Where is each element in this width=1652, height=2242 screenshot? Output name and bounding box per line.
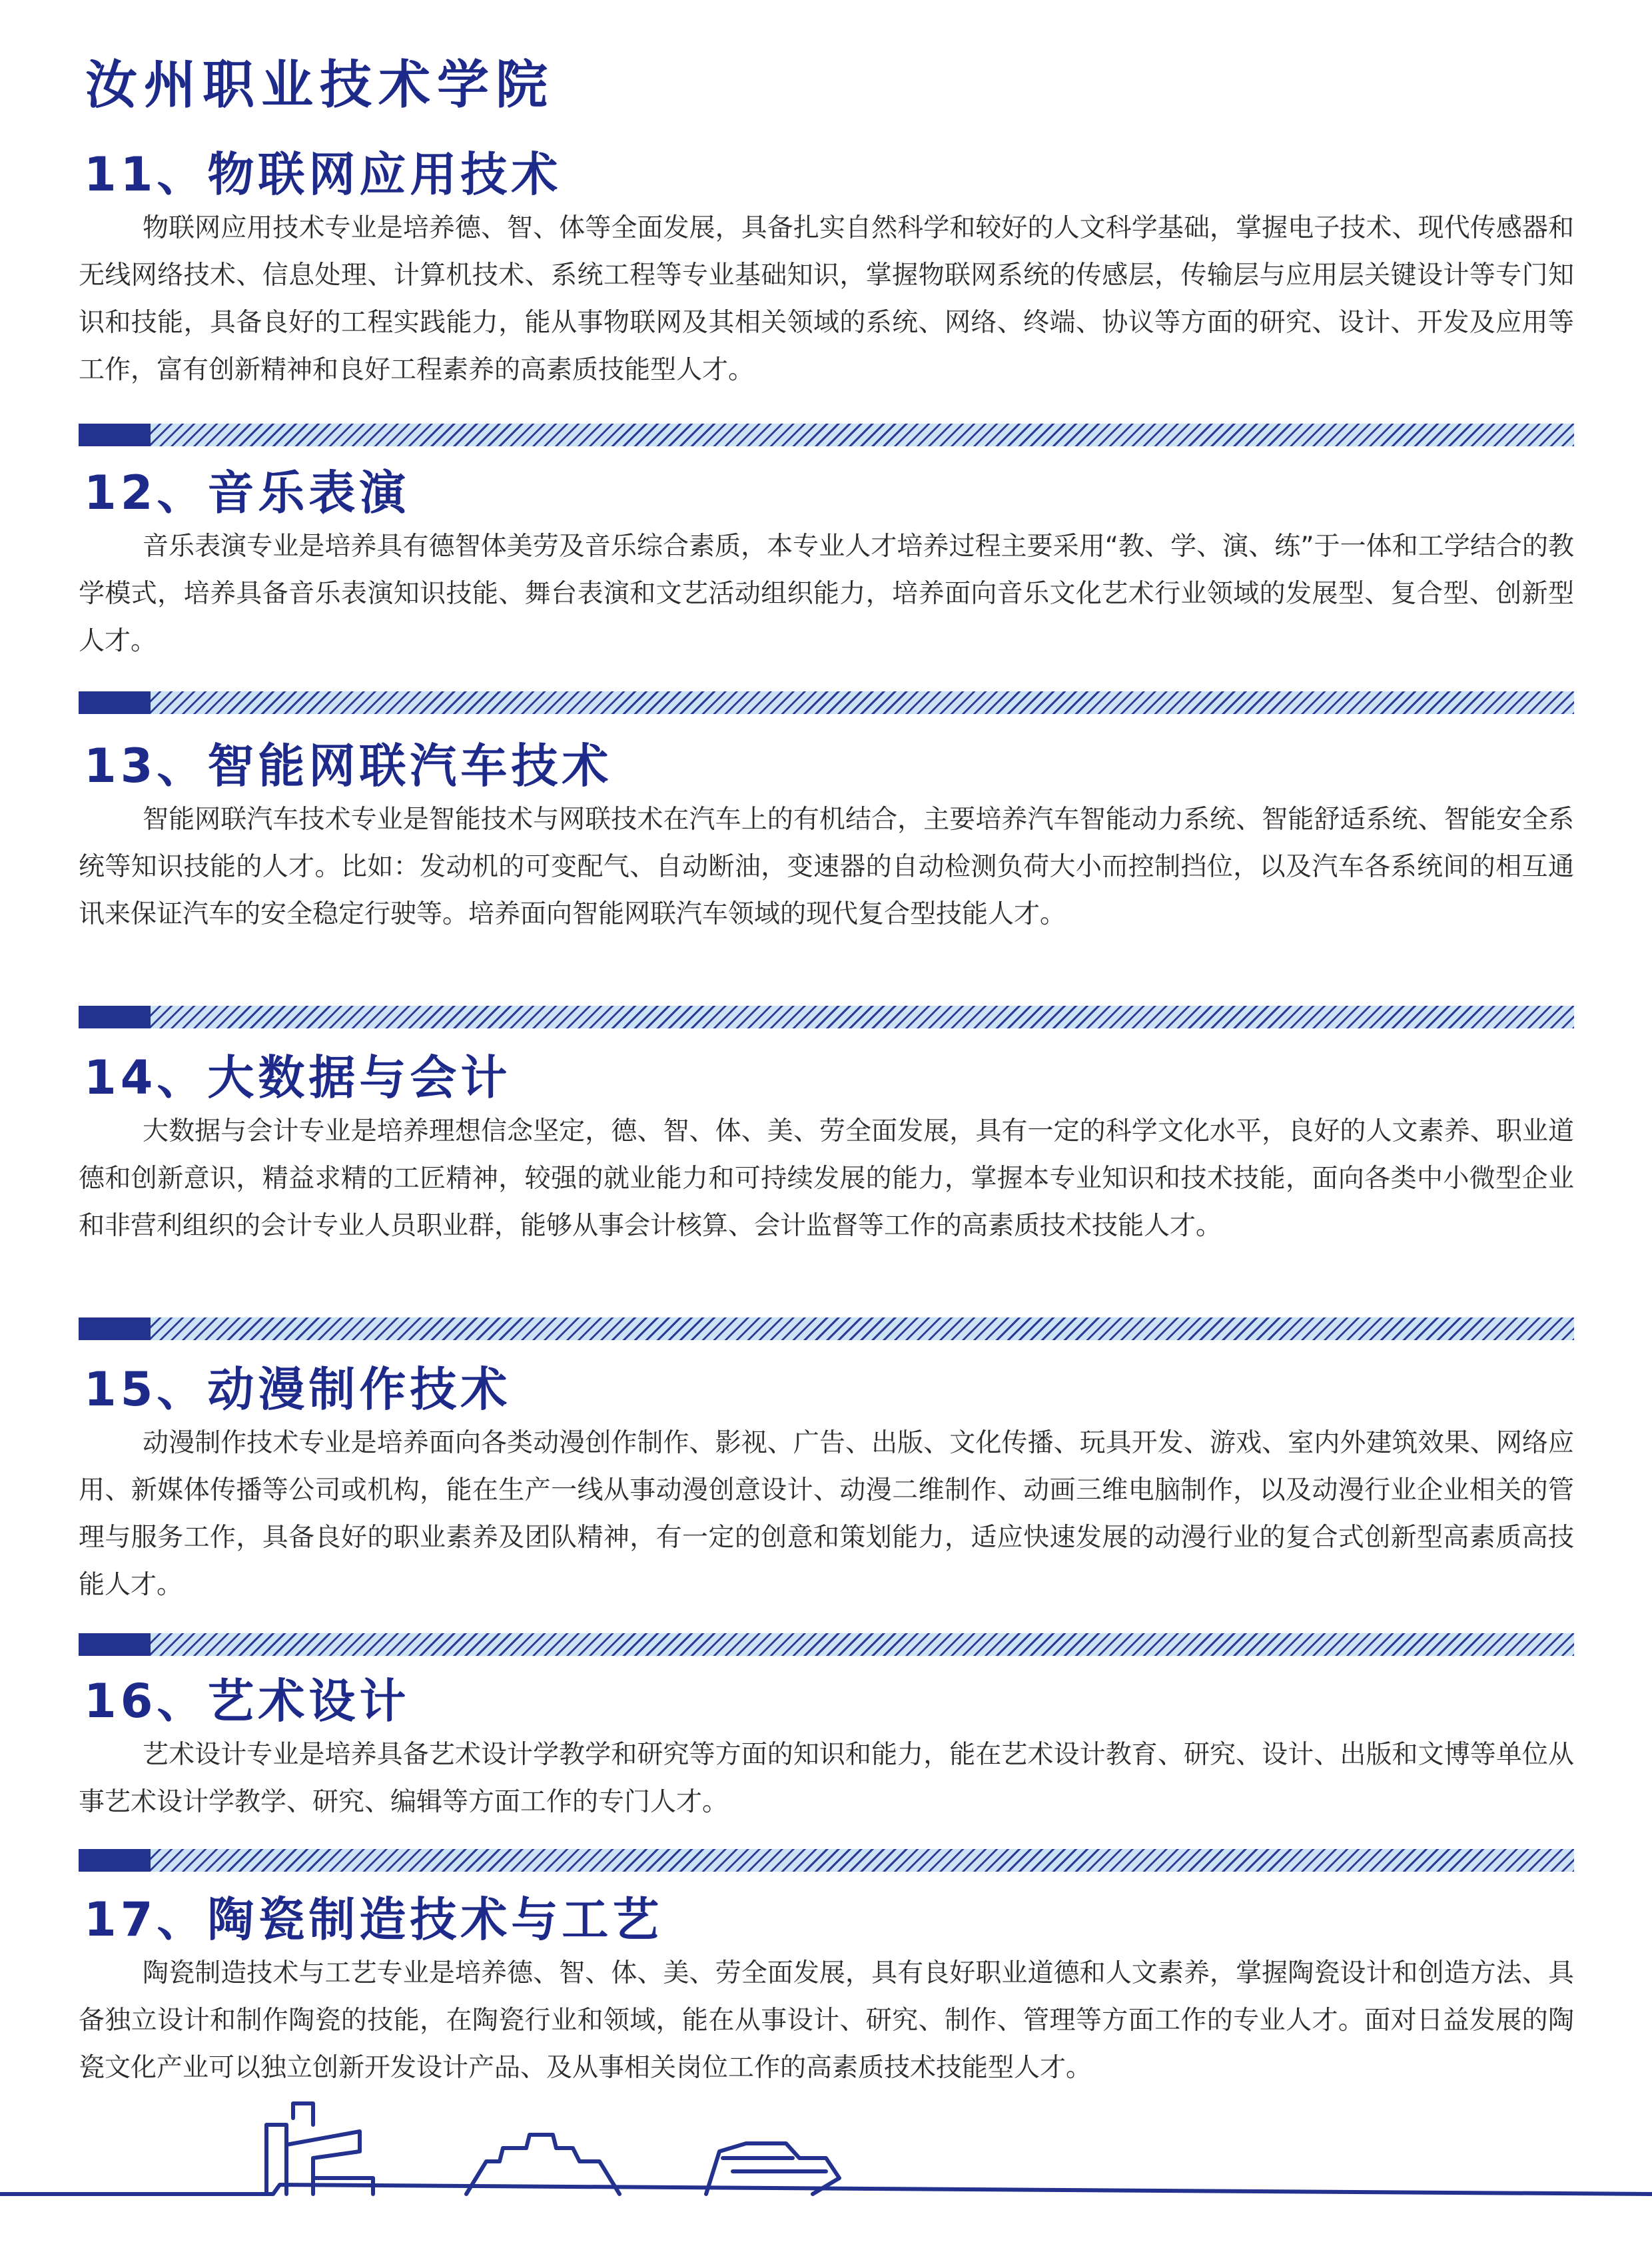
- section-body: 物联网应用技术专业是培养德、智、体等全面发展，具备扎实自然科学和较好的人文科学基础，掌握电子技术、现代传感器和无线网络技术、信息处理、计算机技术、系统工程等专业基础知识，掌握物联网系统的传感层，传输层与应用层关键设计等专门知识和技能，具备良好的工程实践能力，能从事物联网及其相关领域的系统、网络、终端、协议等方面的研究、设计、开发及应用等工作，富有创新精神和良好工程素养的高素质技能型人才。: [79, 212, 1574, 385]
- section-12: [79, 466, 1574, 665]
- divider-solid-block: [79, 1633, 151, 1656]
- divider-solid-block: [79, 424, 151, 446]
- section-divider: [79, 691, 1574, 714]
- section-body: 艺术设计专业是培养具备艺术设计学教学和研究等方面的知识和能力，能在艺术设计教育、研究、设计、出版和文博等单位从事艺术设计学教学、研究、编辑等方面工作的专门人才。: [79, 1739, 1574, 1817]
- section-17: [79, 1893, 1574, 2091]
- section-divider: [79, 1849, 1574, 1872]
- footer-skyline-illustration: [0, 2085, 1652, 2242]
- divider-stripes: [151, 424, 1574, 446]
- divider-stripes: [151, 1633, 1574, 1656]
- section-16: [79, 1675, 1574, 1826]
- section-title: 15、动漫制作技术: [84, 1362, 512, 1417]
- divider-stripes: [151, 1006, 1574, 1028]
- section-body: 音乐表演专业是培养具有德智体美劳及音乐综合素质，本专业人才培养过程主要采用“教、学、演、练”于一体和工学结合的教学模式，培养具备音乐表演知识技能、舞台表演和文艺活动组织能力，培养面向音乐文化艺术行业领域的发展型、复合型、创新型人才。: [79, 531, 1574, 656]
- section-title: 17、陶瓷制造技术与工艺: [84, 1892, 663, 1947]
- divider-solid-block: [79, 1849, 151, 1872]
- divider-stripes: [151, 1317, 1574, 1340]
- divider-solid-block: [79, 1006, 151, 1028]
- section-11: [79, 148, 1574, 394]
- section-divider: [79, 424, 1574, 446]
- section-13: [79, 739, 1574, 938]
- divider-solid-block: [79, 691, 151, 714]
- section-title: 12、音乐表演: [84, 466, 410, 520]
- divider-stripes: [151, 691, 1574, 714]
- section-15: [79, 1363, 1574, 1609]
- divider-stripes: [151, 1849, 1574, 1872]
- section-14: [79, 1051, 1574, 1250]
- section-divider: [79, 1633, 1574, 1656]
- section-title: 13、智能网联汽车技术: [84, 739, 613, 793]
- section-body: 智能网联汽车技术专业是智能技术与网联技术在汽车上的有机结合，主要培养汽车智能动力系统、智能舒适系统、智能安全系统等知识技能的人才。比如：发动机的可变配气、自动断油，变速器的自动检测负荷大小而控制挡位，以及汽车各系统间的相互通讯来保证汽车的安全稳定行驶等。培养面向智能网联汽车领域的现代复合型技能人才。: [79, 804, 1574, 929]
- page-title: 汝州职业技术学院: [85, 55, 555, 115]
- section-title: 14、大数据与会计: [84, 1050, 512, 1105]
- section-divider: [79, 1006, 1574, 1028]
- section-body: 大数据与会计专业是培养理想信念坚定，德、智、体、美、劳全面发展，具有一定的科学文化水平，良好的人文素养、职业道德和创新意识，精益求精的工匠精神，较强的就业能力和可持续发展的能力，掌握本专业知识和技术技能，面向各类中小微型企业和非营利组织的会计专业人员职业群，能够从事会计核算、会计监督等工作的高素质技术技能人才。: [79, 1116, 1574, 1241]
- section-body: 动漫制作技术专业是培养面向各类动漫创作制作、影视、广告、出版、文化传播、玩具开发、游戏、室内外建筑效果、网络应用、新媒体传播等公司或机构，能在生产一线从事动漫创意设计、动漫二维制作、动画三维电脑制作，以及动漫行业企业相关的管理与服务工作，具备良好的职业素养及团队精神，有一定的创意和策划能力，适应快速发展的动漫行业的复合式创新型高素质高技能人才。: [79, 1427, 1574, 1600]
- section-body: 陶瓷制造技术与工艺专业是培养德、智、体、美、劳全面发展，具有良好职业道德和人文素养，掌握陶瓷设计和创造方法、具备独立设计和制作陶瓷的技能，在陶瓷行业和领域，能在从事设计、研究、制作、管理等方面工作的专业人才。面对日益发展的陶瓷文化产业可以独立创新开发设计产品、及从事相关岗位工作的高素质技术技能型人才。: [79, 1958, 1574, 2083]
- section-title: 16、艺术设计: [84, 1674, 410, 1728]
- section-divider: [79, 1317, 1574, 1340]
- divider-solid-block: [79, 1317, 151, 1340]
- section-title: 11、物联网应用技术: [84, 147, 562, 202]
- crane-icon: [266, 2103, 373, 2194]
